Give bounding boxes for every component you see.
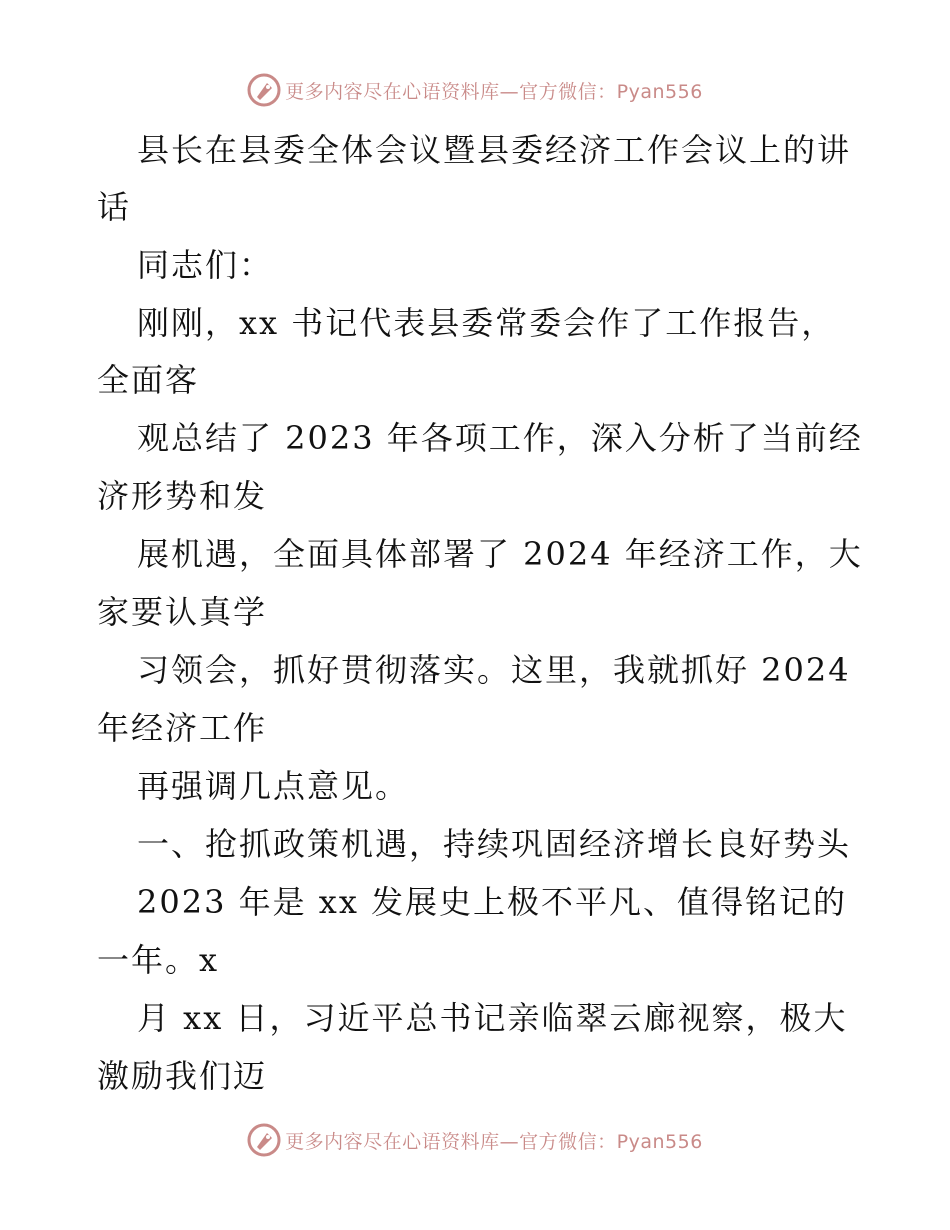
pen-nib-logo-icon xyxy=(247,73,281,107)
paragraph-line: 展机遇，全面具体部署了 2024 年经济工作，大 xyxy=(137,535,863,573)
paragraph-line: 月 xx 日，习近平总书记亲临翠云廊视察，极大 xyxy=(137,999,848,1037)
paragraph-line: 再强调几点意见。 xyxy=(137,767,410,805)
paragraph-line: 全面客 xyxy=(97,361,200,399)
paragraph-line: 激励我们迈 xyxy=(97,1057,268,1095)
paragraph-line: 习领会，抓好贯彻落实。这里，我就抓好 2024 xyxy=(137,651,851,689)
salutation: 同志们： xyxy=(137,246,274,284)
document-title-line-1: 县长在县委全体会议暨县委经济工作会议上的讲 xyxy=(137,131,852,169)
paragraph-line: 2023 年是 xx 发展史上极不平凡、值得铭记的 xyxy=(137,883,848,921)
footer-watermark xyxy=(0,1120,950,1160)
watermark-text: 更多内容尽在心语资料库—官方微信：Pyan556 xyxy=(285,80,703,103)
pen-nib-logo-icon xyxy=(247,1123,281,1157)
paragraph-line: 一年。x xyxy=(97,941,220,979)
paragraph-line: 济形势和发 xyxy=(97,477,268,515)
watermark-text: 更多内容尽在心语资料库—官方微信：Pyan556 xyxy=(285,1130,703,1153)
section-heading: 一、抢抓政策机遇，持续巩固经济增长良好势头 xyxy=(137,825,852,863)
paragraph-line: 年经济工作 xyxy=(97,709,268,747)
paragraph-line: 家要认真学 xyxy=(97,593,268,631)
document-title-line-2: 话 xyxy=(97,188,132,226)
paragraph-line: 刚刚，xx 书记代表县委常委会作了工作报告， xyxy=(137,304,836,342)
header-watermark xyxy=(0,70,950,110)
paragraph-line: 观总结了 2023 年各项工作，深入分析了当前经 xyxy=(137,419,863,457)
